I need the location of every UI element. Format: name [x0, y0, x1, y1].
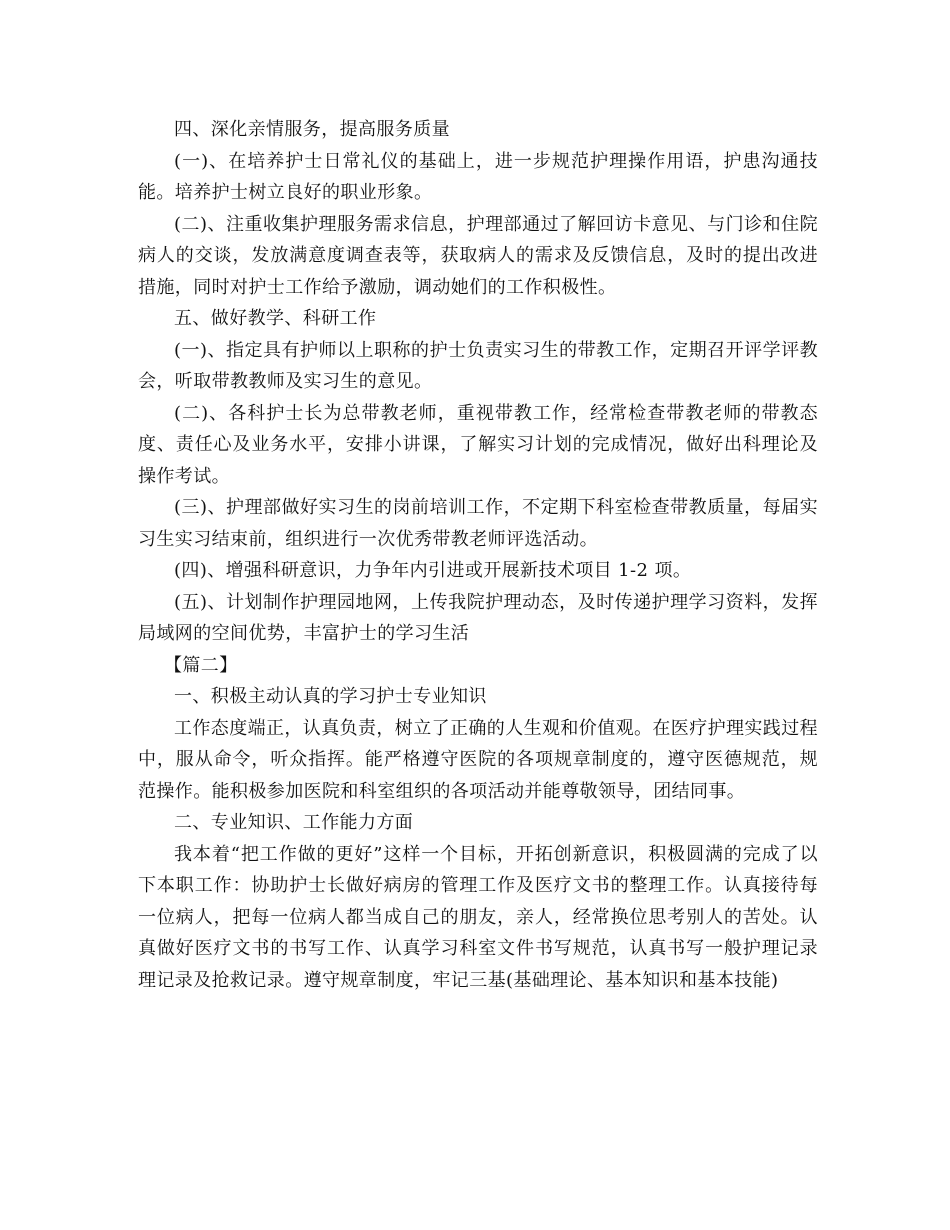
paragraph-p2-2: 我本着“把工作做的更好”这样一个目标，开拓创新意识，积极圆满的完成了以下本职工作：协助护士长做好病房的管理工作及医疗文书的整理工作。认真接待每一位病人，把每一位病人都当成自己的朋友，亲人，经常换位思考别人的苦处。认真做好医疗文书的书写工作、认真学习科室文件书写规范，认真书写一般护理记录理记录及抢救记录。遵守规章制度，牢记三基(基础理论、基本知识和基本技能): [138, 843, 818, 991]
paragraph-5-5: (五)、计划制作护理园地网，上传我院护理动态，及时传递护理学习资料，发挥局域网的空间优势，丰富护士的学习生活: [138, 591, 818, 644]
section-heading-5: 五、做好教学、科研工作: [174, 308, 377, 329]
document-body: [138, 114, 818, 996]
paragraph-p2-1: 工作态度端正，认真负责，树立了正确的人生观和价值观。在医疗护理实践过程中，服从命令，听众指挥。能严格遵守医院的各项规章制度的，遵守医德规范，规范操作。能积极参加医院和科室组织的各项活动并能尊敬领导，团结同事。: [138, 717, 818, 802]
section-heading-4: 四、深化亲情服务，提高服务质量: [174, 119, 450, 140]
paragraph-4-1: (一)、在培养护士日常礼仪的基础上，进一步规范护理操作用语，护患沟通技能。培养护士树立良好的职业形象。: [138, 150, 818, 203]
part-two-tag: 【篇二】: [164, 654, 238, 676]
paragraph-5-4: (四)、增强科研意识，力争年内引进或开展新技术项目 1-2 项。: [174, 560, 692, 581]
section-heading-p2-2: 二、专业知识、工作能力方面: [174, 812, 414, 833]
section-heading-p2-1: 一、积极主动认真的学习护士专业知识: [174, 686, 487, 707]
paragraph-5-3: (三)、护理部做好实习生的岗前培训工作，不定期下科室检查带教质量，每届实习生实习结束前，组织进行一次优秀带教老师评选活动。: [138, 497, 818, 550]
paragraph-4-2: (二)、注重收集护理服务需求信息，护理部通过了解回访卡意见、与门诊和住院病人的交谈，发放满意度调查表等，获取病人的需求及反馈信息，及时的提出改进措施，同时对护士工作给予激励，调动她们的工作积极性。: [138, 213, 818, 298]
paragraph-5-1: (一)、指定具有护师以上职称的护士负责实习生的带教工作，定期召开评学评教会，听取带教教师及实习生的意见。: [138, 339, 818, 392]
paragraph-5-2: (二)、各科护士长为总带教老师，重视带教工作，经常检查带教老师的带教态度、责任心及业务水平，安排小讲课，了解实习计划的完成情况，做好出科理论及操作考试。: [138, 402, 818, 487]
